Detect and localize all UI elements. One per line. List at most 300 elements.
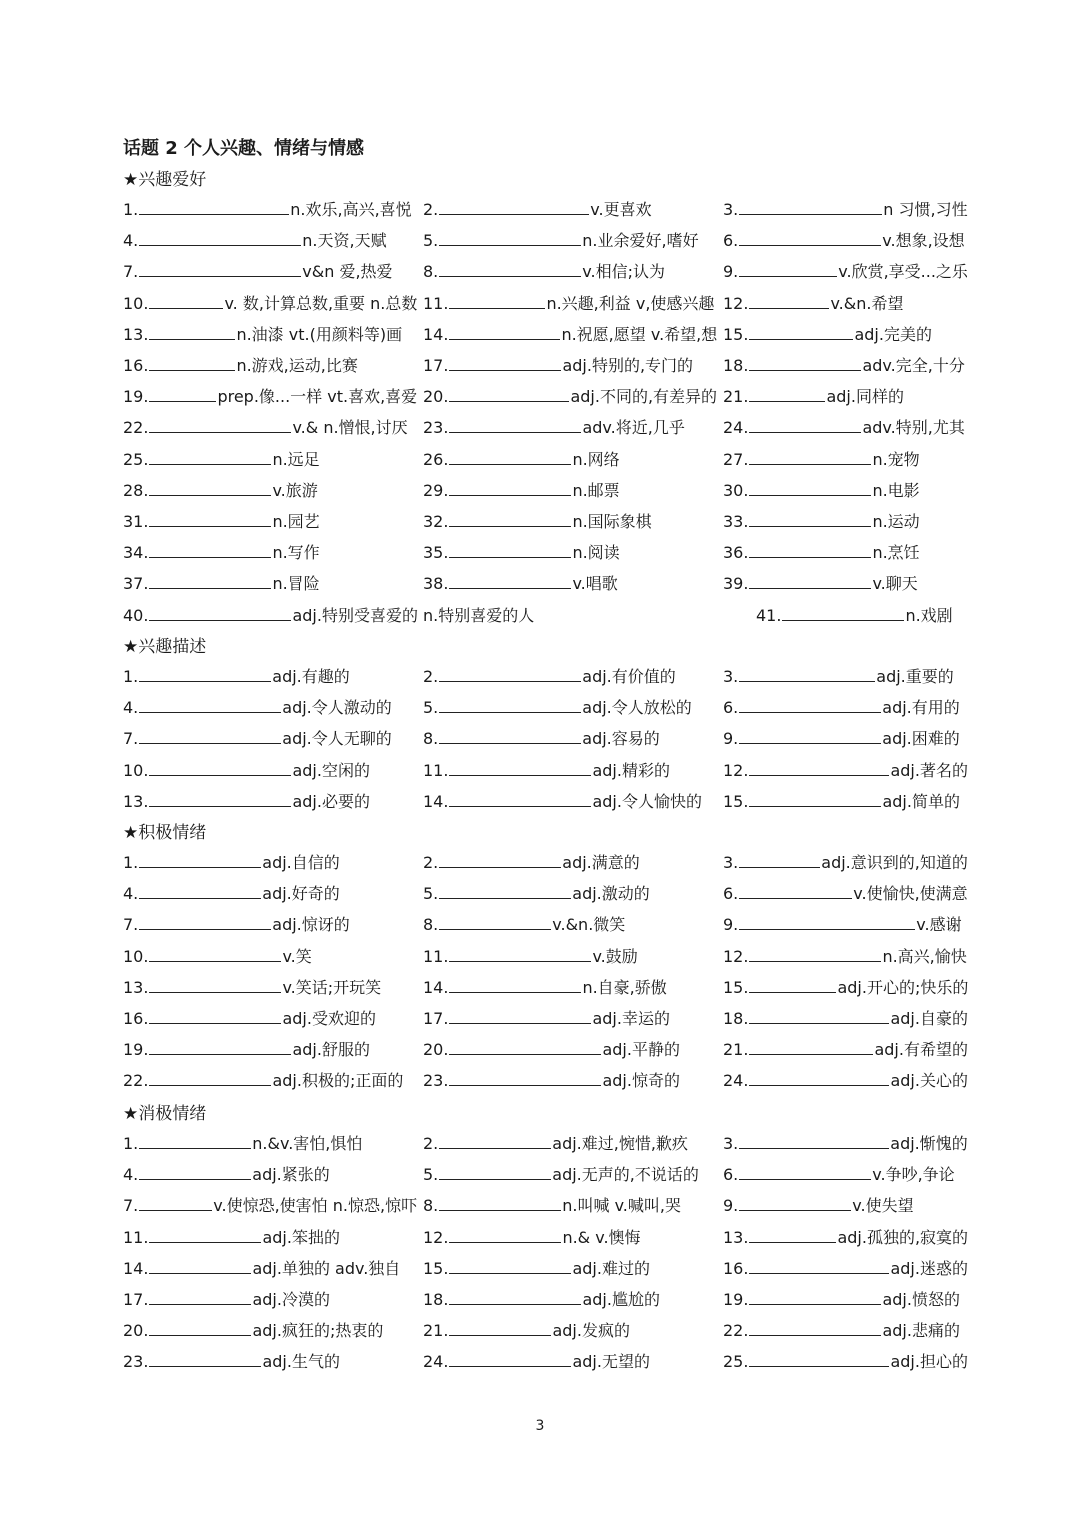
item-definition: n.天资,天赋 [302,231,387,251]
section-heading: ★消极情绪 [123,1104,207,1124]
item-number: 6. [723,231,739,251]
vocab-row [123,447,968,471]
vocab-item [423,478,620,503]
item-number: 37. [123,574,149,594]
item-definition: adj.疯狂的;热衷的 [252,1321,384,1341]
answer-blank[interactable] [149,1037,291,1055]
answer-blank[interactable] [139,1131,251,1149]
item-definition: n.园艺 [272,512,320,531]
vocab-item [123,540,320,565]
vocab-item [723,912,962,937]
answer-blank[interactable] [139,228,301,246]
item-number: 14. [423,324,449,344]
answer-blank[interactable] [439,881,571,899]
answer-blank[interactable] [149,1068,271,1086]
vocab-item [723,384,904,409]
vocab-item [423,758,670,783]
answer-blank[interactable] [439,228,581,246]
answer-blank[interactable] [149,975,281,993]
vocab-row [123,1006,968,1030]
answer-blank[interactable] [139,259,301,277]
answer-blank[interactable] [739,1131,889,1149]
answer-blank[interactable] [149,384,216,402]
vocab-item [423,322,717,347]
item-definition: adj.惭愧的 [890,1134,968,1153]
vocab-item [723,571,918,596]
vocab-item [123,571,320,596]
vocab-item [123,912,350,937]
answer-blank[interactable] [149,758,291,776]
vocab-item [123,1256,400,1281]
item-number: 39. [723,574,749,594]
item-number: 15. [723,791,749,811]
item-definition: adj.令人愉快的 [592,791,702,811]
answer-blank[interactable] [749,1318,881,1336]
item-definition: adj.好奇的 [262,884,340,904]
vocab-item [423,1349,650,1374]
answer-blank[interactable] [449,1225,561,1243]
vocab-item [423,881,650,906]
vocab-item [423,664,676,689]
answer-blank[interactable] [749,789,881,807]
answer-blank[interactable] [749,478,871,496]
item-definition: v.争吵,争论 [872,1165,955,1185]
answer-blank[interactable] [749,447,871,465]
answer-blank[interactable] [139,881,261,899]
item-definition: adj.幸运的 [592,1009,670,1028]
answer-blank[interactable] [749,1225,836,1243]
vocab-item [423,571,618,596]
item-number: 10. [123,946,149,966]
item-number: 19. [123,1040,149,1060]
answer-blank[interactable] [739,726,881,744]
answer-blank[interactable] [139,1193,212,1211]
item-number: 12. [723,760,749,780]
item-definition: v. 数,计算总数,重要 n.总数 [224,293,418,313]
answer-blank[interactable] [739,850,820,868]
item-number: 14. [123,1258,149,1278]
item-number: 10. [123,293,149,313]
answer-blank[interactable] [739,228,881,246]
answer-blank[interactable] [749,1037,873,1055]
answer-blank[interactable] [149,291,223,309]
item-number: 18. [723,356,749,375]
item-number: 19. [723,1290,749,1309]
item-number: 13. [123,791,149,811]
answer-blank[interactable] [449,322,560,340]
answer-blank[interactable] [449,509,571,527]
vocab-item [423,1006,670,1031]
answer-blank[interactable] [149,944,281,962]
answer-blank[interactable] [439,1193,561,1211]
answer-blank[interactable] [739,912,915,930]
item-definition: adj.舒服的 [292,1040,370,1060]
item-number: 36. [723,543,749,563]
answer-blank[interactable] [739,1193,851,1211]
answer-blank[interactable] [139,197,289,215]
answer-blank[interactable] [149,1318,251,1336]
answer-blank[interactable] [149,789,291,807]
item-number: 40. [123,605,149,625]
item-number: 1. [123,1134,139,1153]
item-definition: adj.悲痛的 [882,1321,960,1341]
answer-blank[interactable] [749,509,871,527]
item-number: 17. [123,1290,149,1309]
item-number: 18. [723,1009,749,1028]
vocab-item [423,1162,699,1187]
answer-blank[interactable] [439,197,589,215]
answer-blank[interactable] [439,1131,551,1149]
answer-blank[interactable] [449,789,591,807]
answer-blank[interactable] [149,603,291,621]
answer-blank[interactable] [139,850,261,868]
vocab-item [123,1162,330,1187]
answer-blank[interactable] [449,291,545,309]
item-number: 5. [423,231,439,251]
item-number: 22. [123,418,149,438]
answer-blank[interactable] [149,1006,281,1024]
item-number: 6. [723,1165,739,1185]
item-definition: adj.完美的 [854,324,932,344]
answer-blank[interactable] [139,664,271,682]
answer-blank[interactable] [149,571,271,589]
item-definition: v.更喜欢 [590,200,652,219]
item-definition: adj.孤独的,寂寞的 [837,1227,969,1247]
vocab-item [723,1318,960,1343]
vocab-item [723,726,960,751]
item-number: 17. [423,356,449,375]
answer-blank[interactable] [149,353,235,371]
item-number: 15. [723,977,749,997]
answer-blank[interactable] [449,1349,571,1367]
vocab-item [123,228,387,253]
answer-blank[interactable] [139,695,281,713]
answer-blank[interactable] [449,1318,551,1336]
answer-blank[interactable] [149,540,271,558]
answer-blank[interactable] [149,478,271,496]
answer-blank[interactable] [449,478,571,496]
vocab-item [123,509,320,534]
item-number: 3. [723,853,739,872]
item-definition: v.使惊恐,使害怕 n.惊恐,惊吓 [213,1196,418,1216]
vocab-row [123,1068,968,1092]
answer-blank[interactable] [439,912,551,930]
item-definition: v.笑 [282,946,312,966]
answer-blank[interactable] [749,1068,889,1086]
item-definition: adj.受欢迎的 [282,1009,376,1028]
vocab-item [723,197,968,222]
vocab-item [123,1318,383,1343]
answer-blank[interactable] [749,1349,889,1367]
item-number: 23. [423,418,449,438]
answer-blank[interactable] [749,1006,889,1024]
answer-blank[interactable] [739,695,881,713]
answer-blank[interactable] [449,384,569,402]
item-definition: adj.有价值的 [582,667,676,686]
vocab-item [123,975,381,1000]
item-definition: adj.有用的 [882,698,960,718]
answer-blank[interactable] [449,1287,581,1305]
item-definition: n.兴趣,利益 v,使感兴趣 [546,293,715,313]
item-definition: adj.同样的 [826,387,904,407]
item-number: 20. [123,1321,149,1341]
vocab-item [123,1193,417,1218]
answer-blank[interactable] [449,1006,591,1024]
item-number: 3. [723,1134,739,1153]
item-definition: v.使愉快,使满意 [853,884,968,904]
item-definition: v&n 爱,热爱 [302,262,393,282]
vocab-row [123,384,968,408]
vocab-row [123,603,968,627]
item-definition: v.使失望 [852,1196,914,1216]
item-definition: n.戏剧 [905,605,953,625]
item-definition: adj.自信的 [262,853,340,872]
vocab-row [123,944,968,968]
item-definition: adj.冷漠的 [252,1290,330,1309]
item-number: 16. [123,356,149,375]
item-number: 41. [756,605,782,625]
item-number: 25. [123,449,149,469]
item-number: 18. [423,1290,449,1309]
vocab-item [123,259,393,284]
answer-blank[interactable] [149,1225,261,1243]
item-number: 14. [423,791,449,811]
item-number: 21. [423,1321,449,1341]
vocab-item [723,1349,968,1374]
vocab-row [123,259,968,283]
vocab-item [723,1287,960,1312]
answer-blank[interactable] [449,1037,601,1055]
answer-blank[interactable] [749,322,853,340]
vocab-item [723,1193,914,1218]
item-number: 27. [723,449,749,469]
answer-blank[interactable] [449,415,581,433]
answer-blank[interactable] [149,415,291,433]
vocab-item [723,789,960,814]
vocab-item [423,197,652,222]
answer-blank[interactable] [149,447,271,465]
answer-blank[interactable] [449,944,591,962]
answer-blank[interactable] [749,1256,889,1274]
vocab-item [123,789,370,814]
item-definition: adj.简单的 [882,791,960,811]
vocab-item [723,1256,968,1281]
item-definition: adj.平静的 [602,1040,680,1060]
answer-blank[interactable] [439,664,581,682]
item-definition: v.欣赏,享受...之乐 [838,262,968,282]
item-number: 11. [123,1227,149,1247]
item-number: 16. [123,1009,149,1028]
answer-blank[interactable] [149,1256,251,1274]
vocab-item [723,415,965,440]
vocab-item [123,726,392,751]
vocab-row [123,975,968,999]
answer-blank[interactable] [749,384,825,402]
item-number: 13. [123,977,149,997]
item-number: 5. [423,1165,439,1185]
item-number: 12. [723,946,749,966]
answer-blank[interactable] [139,912,271,930]
vocab-item [423,695,692,720]
item-definition: adj.无望的 [572,1352,650,1372]
vocab-item [123,758,370,783]
vocab-row [123,1256,968,1280]
answer-blank[interactable] [449,1256,571,1274]
item-number: 4. [123,698,139,718]
vocab-item [723,1037,968,1062]
answer-blank[interactable] [149,509,271,527]
item-definition: n.祝愿,愿望 v.希望,想 [561,324,718,344]
answer-blank[interactable] [449,1068,601,1086]
answer-blank[interactable] [749,571,871,589]
vocab-item [723,322,932,347]
vocab-row [123,1162,968,1186]
answer-blank[interactable] [139,1162,251,1180]
item-definition: n 习惯,习性 [883,200,968,219]
answer-blank[interactable] [439,259,581,277]
vocab-item [123,664,350,689]
item-number: 16. [723,1258,749,1278]
vocab-item [123,603,534,628]
answer-blank[interactable] [739,881,852,899]
answer-blank[interactable] [749,540,871,558]
item-definition: adj.发疯的 [552,1321,630,1341]
item-definition: adj.担心的 [890,1352,968,1372]
vocab-item [123,1225,340,1250]
answer-blank[interactable] [449,975,581,993]
vocab-row [123,1131,968,1155]
vocab-item [723,1225,968,1250]
item-definition: n.油漆 vt.(用颜料等)画 [236,324,403,344]
vocab-row [123,1225,968,1249]
answer-blank[interactable] [439,1162,551,1180]
vocab-item [123,447,320,472]
answer-blank[interactable] [449,571,571,589]
answer-blank[interactable] [739,197,882,215]
vocab-row [123,571,968,595]
vocab-row [123,478,968,502]
vocab-item [423,228,699,253]
item-number: 10. [123,760,149,780]
vocab-item [423,259,665,284]
item-number: 4. [123,1165,139,1185]
item-definition: adj.难过,惋惜,歉疚 [552,1134,688,1153]
item-definition: adj.容易的 [582,729,660,749]
item-number: 35. [423,543,449,563]
item-number: 5. [423,698,439,718]
item-definition: adj.单独的 adv.独自 [252,1258,401,1278]
item-number: 4. [123,884,139,904]
vocab-row [123,1037,968,1061]
answer-blank[interactable] [739,1162,871,1180]
answer-blank[interactable] [449,758,591,776]
answer-blank[interactable] [749,1287,881,1305]
vocab-item [123,478,318,503]
vocab-item [423,850,640,875]
answer-blank[interactable] [149,322,235,340]
vocab-item [723,664,954,689]
item-definition: n.宠物 [872,449,920,469]
answer-blank[interactable] [439,726,581,744]
answer-blank[interactable] [749,291,829,309]
answer-blank[interactable] [149,1287,251,1305]
vocab-item [123,197,412,222]
vocab-item [723,1006,968,1031]
item-definition: adj.不同的,有差异的 [570,387,718,407]
vocab-item [723,944,967,969]
vocab-row [123,850,968,874]
answer-blank[interactable] [749,975,836,993]
item-number: 25. [723,1352,749,1372]
answer-blank[interactable] [749,415,861,433]
answer-blank[interactable] [749,758,889,776]
answer-blank[interactable] [739,259,837,277]
item-number: 2. [423,667,439,686]
vocab-item [723,291,903,316]
vocab-item [123,881,340,906]
item-definition: adj.有趣的 [272,667,350,686]
answer-blank[interactable] [749,944,881,962]
item-number: 1. [123,200,139,219]
item-number: 1. [123,853,139,872]
item-number: 3. [723,667,739,686]
vocab-row [123,1349,968,1373]
vocab-item [123,1349,340,1374]
item-definition: adj.特别受喜爱的 n.特别喜爱的人 [292,605,535,625]
vocab-row [123,664,968,688]
answer-blank[interactable] [449,540,571,558]
item-number: 11. [423,946,449,966]
item-number: 2. [423,1134,439,1153]
section-heading: ★兴趣爱好 [123,170,207,190]
answer-blank[interactable] [439,850,561,868]
item-number: 13. [723,1227,749,1247]
answer-blank[interactable] [782,603,904,621]
answer-blank[interactable] [449,353,561,371]
vocab-item [423,415,685,440]
item-definition: adj.困难的 [882,729,960,749]
item-number: 5. [423,884,439,904]
item-number: 15. [723,324,749,344]
vocab-item [723,850,968,875]
answer-blank[interactable] [139,726,281,744]
vocab-row [123,881,968,905]
item-number: 3. [723,200,739,219]
item-definition: adj.有希望的 [874,1040,968,1060]
item-definition: adj.精彩的 [592,760,670,780]
answer-blank[interactable] [739,664,875,682]
vocab-item [123,1037,370,1062]
vocab-item [423,1068,680,1093]
item-number: 24. [723,418,749,438]
item-number: 24. [423,1352,449,1372]
vocab-row [123,726,968,750]
answer-blank[interactable] [449,447,571,465]
vocab-item [723,1068,968,1093]
answer-blank[interactable] [749,353,861,371]
item-definition: adj.愤怒的 [882,1290,960,1309]
answer-blank[interactable] [439,695,581,713]
vocab-item [723,695,960,720]
vocab-row [123,1287,968,1311]
item-number: 21. [723,1040,749,1060]
vocab-item [723,1162,955,1187]
vocab-row [123,1318,968,1342]
vocab-row [123,415,968,439]
item-number: 12. [723,293,749,313]
item-definition: n.叫喊 v.喊叫,哭 [562,1196,681,1216]
answer-blank[interactable] [149,1349,261,1367]
